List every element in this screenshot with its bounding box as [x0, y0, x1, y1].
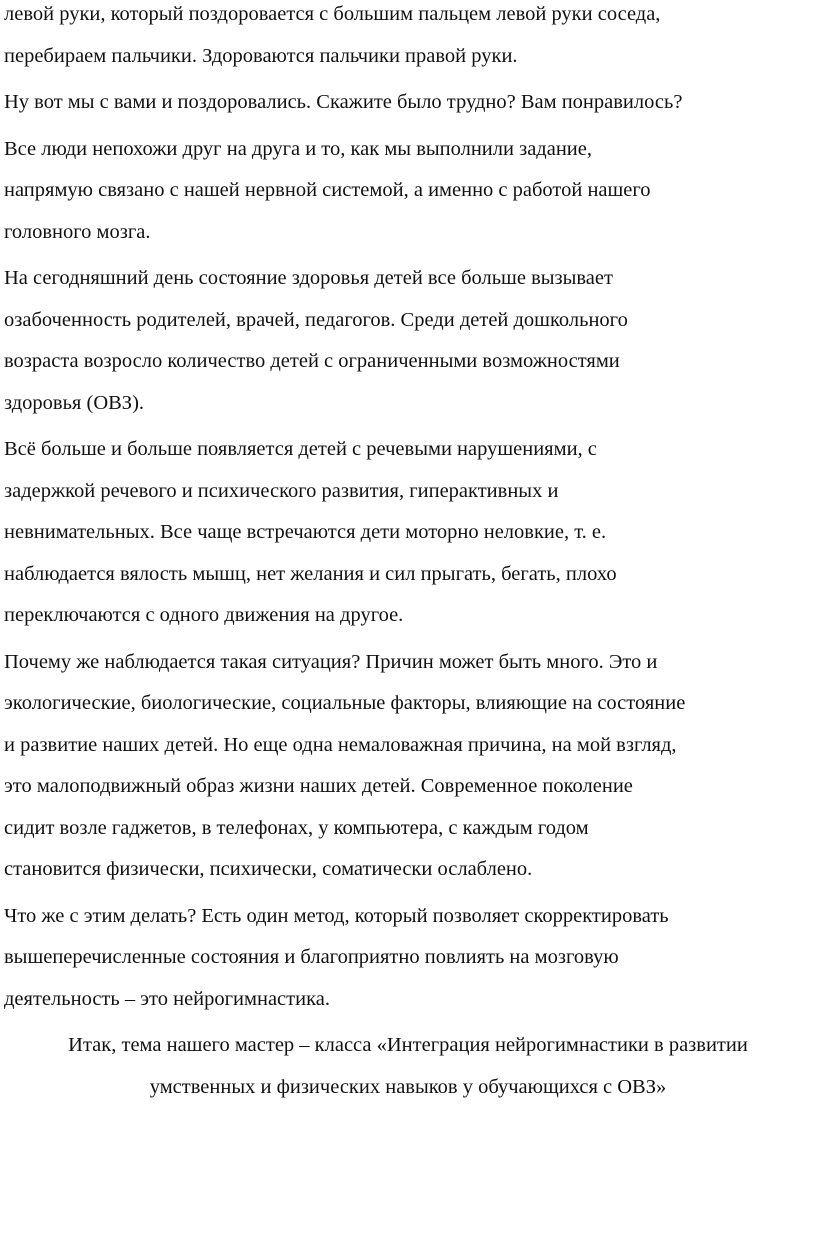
paragraph-3: [0, 129, 816, 254]
text-line: головного мозга.: [4, 220, 151, 243]
text-line: переключаются с одного движения на другое.: [4, 604, 404, 626]
text-line: задержкой речевого и психического развития, гиперактивных и: [4, 479, 559, 502]
text-line: становится физически, психически, соматически ослаблено.: [4, 858, 533, 880]
text-line: Что же с этим делать? Есть один метод, который позволяет скорректировать: [4, 904, 669, 927]
text-line: сидит возле гаджетов, в телефонах, у компьютера, с каждым годом: [4, 816, 589, 839]
paragraph-2: [0, 82, 816, 124]
text-line: левой руки, который поздоровается с большим пальцем левой руки соседа,: [4, 3, 661, 25]
paragraph-7: [0, 896, 816, 1021]
text-line: Почему же наблюдается такая ситуация? Причин может быть много. Это и: [4, 650, 658, 673]
paragraph-5: [0, 429, 816, 637]
paragraph-6: [0, 642, 816, 891]
text-line: вышеперечисленные состояния и благоприятно повлиять на мозговую: [4, 946, 619, 968]
text-line: и развитие наших детей. Но еще одна немаловажная причина, на мой взгляд,: [4, 733, 677, 756]
text-line: наблюдается вялость мышц, нет желания и сил прыгать, бегать, плохо: [4, 562, 617, 585]
text-line: Итак, тема нашего мастер – класса «Интеграция нейрогимнастики в развитии: [68, 1034, 748, 1056]
topic-paragraph: [0, 1025, 816, 1108]
text-line: Всё больше и больше появляется детей с речевыми нарушениями, с: [4, 438, 597, 460]
text-line: деятельность – это нейрогимнастика.: [4, 987, 330, 1010]
text-line: возраста возросло количество детей с ограниченными возможностями: [4, 350, 620, 372]
text-line: На сегодняшний день состояние здоровья детей все больше вызывает: [4, 267, 613, 289]
text-line: здоровья (ОВЗ).: [4, 391, 145, 414]
text-line: невнимательных. Все чаще встречаются дети моторно неловкие, т. е.: [4, 521, 607, 543]
text-line: озабоченность родителей, врачей, педагогов. Среди детей дошкольного: [4, 308, 628, 331]
text-line: умственных и физических навыков у обучающихся с ОВЗ»: [149, 1075, 667, 1098]
text-line: перебираем пальчики. Здороваются пальчики правой руки.: [4, 44, 518, 67]
paragraph-1: [0, 0, 816, 77]
text-line: Все люди непохожи друг на друга и то, как мы выполнили задание,: [4, 137, 592, 160]
text-line: напрямую связано с нашей нервной системой, а именно с работой нашего: [4, 179, 651, 201]
text-line: это малоподвижный образ жизни наших детей. Современное поколение: [4, 775, 633, 797]
text-line: экологические, биологические, социальные факторы, влияющие на состояние: [4, 692, 686, 714]
paragraph-4: [0, 258, 816, 424]
text-line: Ну вот мы с вами и поздоровались. Скажите было трудно? Вам понравилось?: [4, 91, 683, 113]
